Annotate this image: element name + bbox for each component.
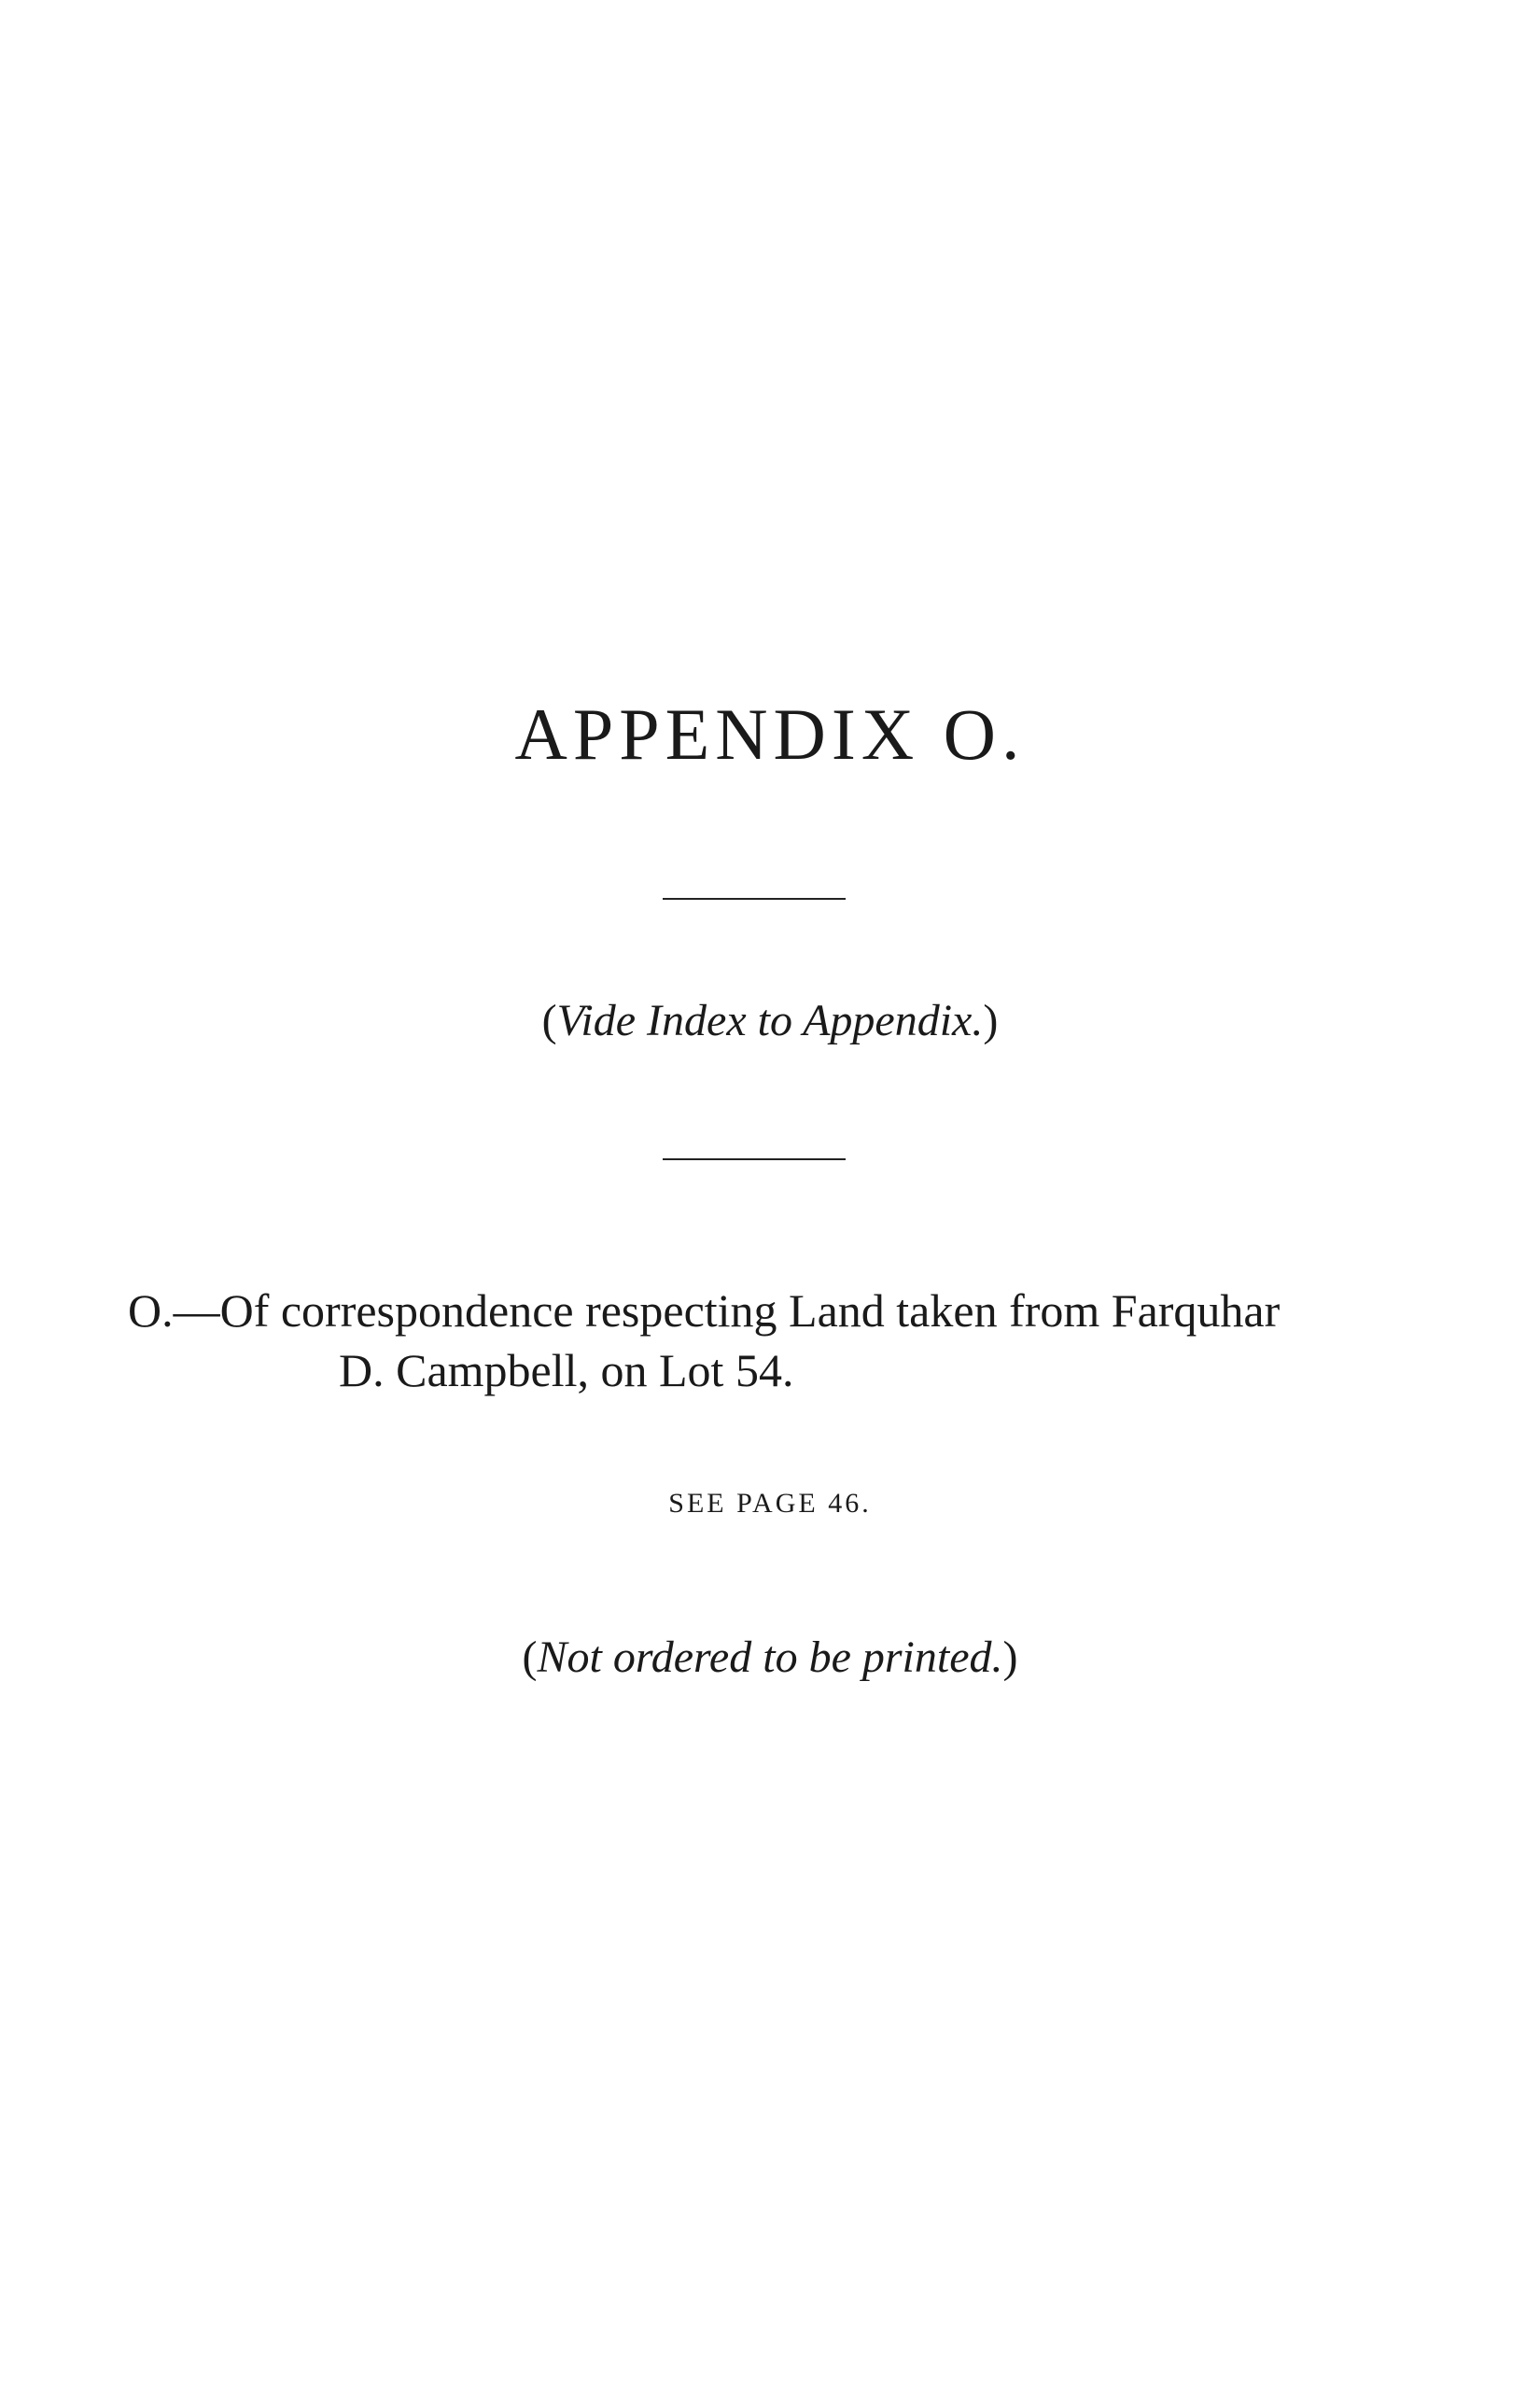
vide-index-note <box>0 996 1540 1045</box>
vide-close-paren: ) <box>983 996 999 1045</box>
entry-line-1: O.—Of correspondence respecting Land taken from Farquhar <box>128 1284 1281 1337</box>
vide-index-text: Vide Index to Appendix. <box>556 996 984 1045</box>
not-ordered-close-paren: ) <box>1002 1632 1018 1682</box>
vide-open-paren: ( <box>541 996 557 1045</box>
appendix-heading: APPENDIX O. <box>514 694 1026 775</box>
not-ordered-text: Not ordered to be printed. <box>537 1632 1003 1682</box>
see-page-reference: SEE PAGE 46. <box>668 1488 872 1519</box>
appendix-entry <box>128 1281 1435 1400</box>
not-ordered-note <box>0 1632 1540 1682</box>
divider-rule-bottom <box>663 1158 846 1160</box>
entry-line-2: D. Campbell, on Lot 54. <box>339 1344 794 1396</box>
divider-rule-top <box>663 898 846 900</box>
not-ordered-open-paren: ( <box>522 1632 538 1682</box>
